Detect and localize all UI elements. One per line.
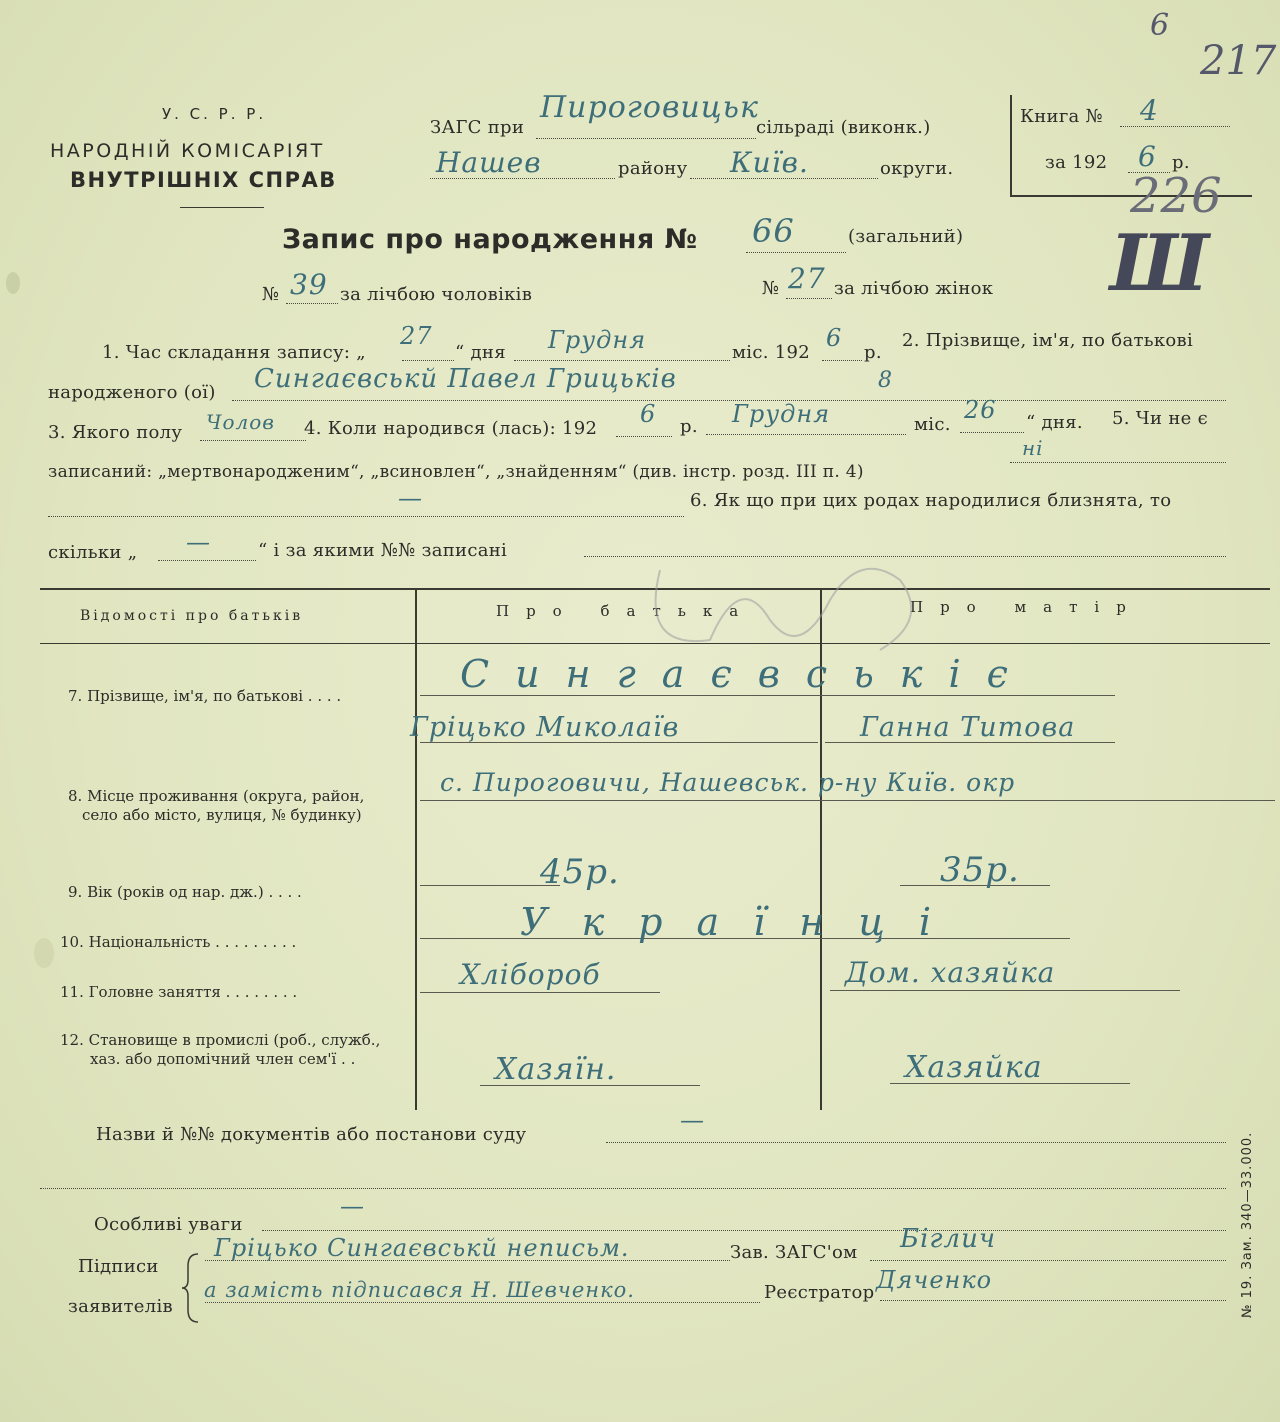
field-1-day-label: “ дня <box>455 342 506 363</box>
field-2-label-cont: народженого (ої) <box>48 382 216 403</box>
table-header-mother: Про матір <box>910 598 1143 616</box>
signatures-label: Підписи <box>78 1256 159 1277</box>
field-4-month-handwritten: Грудня <box>732 400 831 428</box>
applicant-signature-1: Гріцько Сингаєвськй неписьм. <box>214 1234 630 1262</box>
row-11-father-occupation-handwritten: Хлібороб <box>460 958 601 991</box>
women-count-handwritten: 27 <box>788 262 826 295</box>
head-label: Зав. ЗАГС'ом <box>730 1242 858 1263</box>
field-6-label: 6. Як що при цих родах народилися близнята, то <box>690 490 1172 511</box>
field-6-label-cont: скільки „ <box>48 542 138 563</box>
row-12-mother-status-handwritten: Хазяйка <box>905 1050 1043 1085</box>
row-8-label-cont: село або місто, вулиця, № будинку) <box>82 806 362 824</box>
women-count-suffix: за лічбою жінок <box>834 278 994 299</box>
field-5-label-cont: записаний: „мертвонародженим“, „всиновлен“, „знайденням“ (див. інстр. розд. III п. 4) <box>48 462 864 482</box>
row-12-label: 12. Становище в промислі (роб., служб., <box>60 1031 381 1049</box>
women-count-label: № <box>762 278 780 299</box>
department-heading: ВНУТРІШНІХ СПРАВ <box>70 168 337 192</box>
corner-archive-mark: 6 <box>1150 8 1170 43</box>
row-11-mother-occupation-handwritten: Дом. хазяйка <box>845 956 1056 989</box>
row-12-father-status-handwritten: Хазяїн. <box>495 1052 617 1087</box>
row-12-label-cont: хаз. або допомічний член сем'ї . . <box>90 1050 356 1068</box>
registrar-label: Реєстратор <box>764 1282 875 1303</box>
row-7-father-handwritten: Гріцько Миколаїв <box>410 712 680 743</box>
men-count-suffix: за лічбою чоловіків <box>340 284 533 305</box>
field-1-year-suffix: р. <box>864 342 882 363</box>
documents-handwritten: — <box>680 1106 705 1134</box>
district-label: району <box>618 158 688 179</box>
record-number-handwritten: 66 <box>752 212 795 250</box>
header-divider <box>180 207 264 208</box>
pencil-scribble <box>600 510 960 680</box>
side-archive-number: 226 <box>1130 168 1222 224</box>
registrar-signature: Дяченко <box>876 1266 993 1294</box>
field-3-label: 3. Якого полу <box>48 422 183 443</box>
field-6-count-handwritten: — <box>186 528 211 556</box>
zags-village-handwritten: Пироговицьк <box>540 90 759 125</box>
field-6-label-end: “ і за якими №№ записані <box>258 540 508 561</box>
men-count-handwritten: 39 <box>290 268 328 301</box>
field-4-year-handwritten: 6 <box>640 400 657 428</box>
row-8-label: 8. Місце проживання (округа, район, <box>68 787 365 805</box>
field-1-label: 1. Час складання запису: „ <box>102 342 366 363</box>
district-handwritten: Нашев <box>436 146 542 179</box>
field-2-name-handwritten: Сингаєвськй Павел Грицьків <box>254 364 677 394</box>
field-4-day-label: “ дня. <box>1026 412 1083 433</box>
row-9-father-age-handwritten: 45р. <box>540 852 620 892</box>
notes-label: Особливі уваги <box>94 1214 243 1235</box>
okrug-handwritten: Київ. <box>730 146 809 179</box>
commissariat-heading: НАРОДНІЙ КОМІСАРІЯТ <box>50 140 325 162</box>
row-8-residence-handwritten: с. Пироговичи, Нашевськ. р-ну Київ. окр <box>440 768 1016 797</box>
field-3-sex-handwritten: Чолов <box>206 410 275 434</box>
signatures-brace <box>180 1252 204 1324</box>
print-order-number: № 19. Зам. 340—33.000. <box>1240 1131 1255 1318</box>
field-1-year-handwritten: 6 <box>826 324 843 352</box>
ussr-heading: У. С. Р. Р. <box>162 105 267 123</box>
row-9-mother-age-handwritten: 35р. <box>940 850 1020 890</box>
record-title-suffix: (загальний) <box>848 226 964 247</box>
zags-suffix: сільраді (виконк.) <box>756 117 931 138</box>
book-year-prefix: за 192 <box>1045 152 1108 173</box>
men-count-label: № <box>262 284 280 305</box>
table-col-divider-1 <box>415 588 417 1110</box>
book-year-handwritten: 6 <box>1138 140 1157 173</box>
book-label: Книга № <box>1020 106 1103 127</box>
row-11-label: 11. Головне заняття . . . . . . . . <box>60 983 298 1001</box>
paper-stain <box>34 938 54 968</box>
row-7-surname-handwritten: Сингаєвськіє <box>460 652 1034 696</box>
field-1-month-label: міс. 192 <box>732 342 811 363</box>
notes-handwritten: — <box>340 1192 365 1220</box>
table-header-parents: Відомості про батьків <box>80 608 304 624</box>
applicants-label: заявителів <box>68 1296 173 1317</box>
field-4-month-label: міс. <box>914 414 951 435</box>
row-10-nationality-handwritten: Українці <box>520 900 965 944</box>
okrug-label: округи. <box>880 158 954 179</box>
row-10-label: 10. Національність . . . . . . . . . <box>60 933 297 951</box>
book-year-suffix: р. <box>1172 152 1190 173</box>
field-1-day-handwritten: 27 <box>400 322 433 350</box>
head-signature: Біглич <box>900 1224 997 1254</box>
field-1-month-handwritten: Грудня <box>548 326 647 354</box>
applicant-signature-2: а замість підписався Н. Шевченко. <box>204 1278 635 1302</box>
table-header-father: Про батька <box>496 602 756 620</box>
row-7-mother-handwritten: Ганна Титова <box>860 712 1076 743</box>
zags-prefix: ЗАГС при <box>430 117 525 138</box>
field-4-label: 4. Коли народився (лась): 192 <box>304 418 598 439</box>
side-archive-mark: Ш <box>1110 218 1209 309</box>
field-2-name-handwritten-mark: 8 <box>878 368 893 393</box>
field-5-handwritten: ні <box>1022 436 1044 460</box>
corner-archive-number: 217 <box>1200 38 1277 84</box>
record-title: Запис про народження № <box>282 224 698 255</box>
field-4-day-handwritten: 26 <box>964 396 997 424</box>
field-4-year-suffix: р. <box>680 416 698 437</box>
field-5-label: 5. Чи не є <box>1112 408 1208 429</box>
binding-hole-top <box>6 272 20 294</box>
book-number-handwritten: 4 <box>1140 94 1159 127</box>
row-9-label: 9. Вік (років од нар. дж.) . . . . <box>68 883 302 901</box>
field-6-dash-handwritten: — <box>398 484 423 512</box>
row-7-label: 7. Прізвище, ім'я, по батькові . . . . <box>68 687 342 705</box>
documents-label: Назви й №№ документів або постанови суду <box>96 1124 527 1145</box>
field-2-label: 2. Прізвище, ім'я, по батькові <box>902 330 1194 351</box>
